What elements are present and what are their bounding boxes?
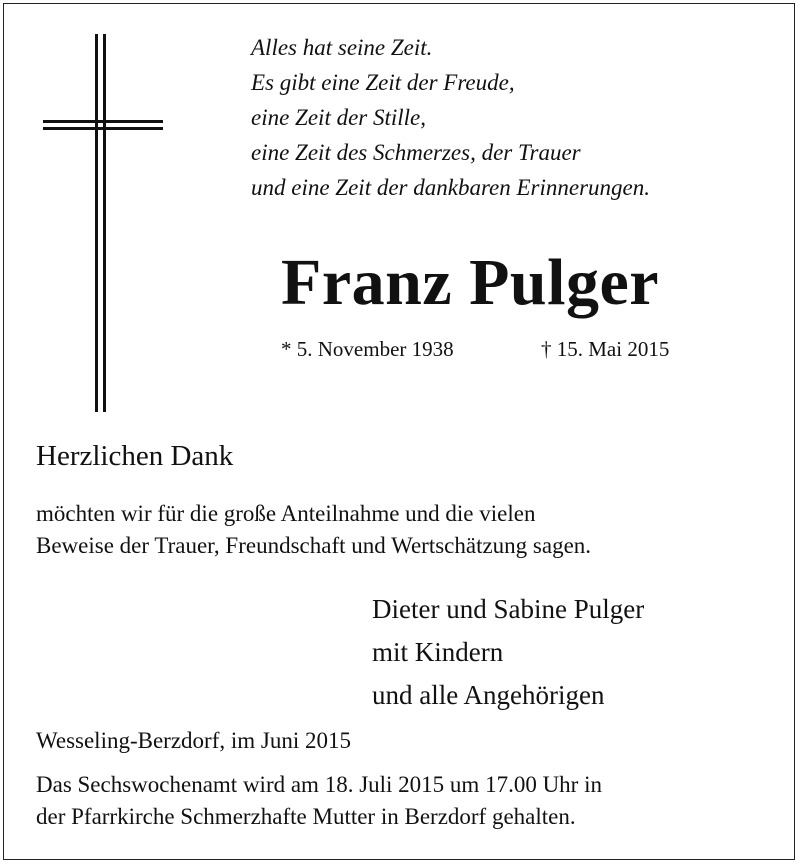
mass-line: der Pfarrkirche Schmerzhafte Mutter in Berzdorf gehalten. [36, 804, 576, 829]
mass-announcement [36, 769, 602, 833]
thanks-heading: Herzlichen Dank [36, 440, 234, 472]
deceased-name: Franz Pulger [281, 246, 660, 319]
place-date: Wesseling-Berzdorf, im Juni 2015 [36, 728, 351, 753]
message-line: Beweise der Trauer, Freundschaft und Wertschätzung sagen. [36, 533, 592, 558]
poem-line: und eine Zeit der dankbaren Erinnerungen. [251, 175, 651, 200]
poem-line: Es gibt eine Zeit der Freude, [251, 70, 515, 95]
family-line: und alle Angehörigen [372, 680, 605, 710]
family-signature [372, 588, 644, 717]
family-line: mit Kindern [372, 637, 504, 667]
family-line: Dieter und Sabine Pulger [372, 594, 645, 624]
birth-date: * 5. November 1938 [281, 337, 454, 361]
poem-line: eine Zeit des Schmerzes, der Trauer [251, 140, 581, 165]
cross-icon [43, 34, 163, 412]
poem-line: eine Zeit der Stille, [251, 105, 427, 130]
mass-line: Das Sechswochenamt wird am 18. Juli 2015 um 17.00 Uhr in [36, 772, 602, 797]
death-date: † 15. Mai 2015 [541, 337, 670, 361]
thanks-message [36, 498, 591, 562]
poem [251, 30, 650, 205]
poem-line: Alles hat seine Zeit. [251, 35, 433, 60]
message-line: möchten wir für die große Anteilnahme und die vielen [36, 501, 536, 526]
